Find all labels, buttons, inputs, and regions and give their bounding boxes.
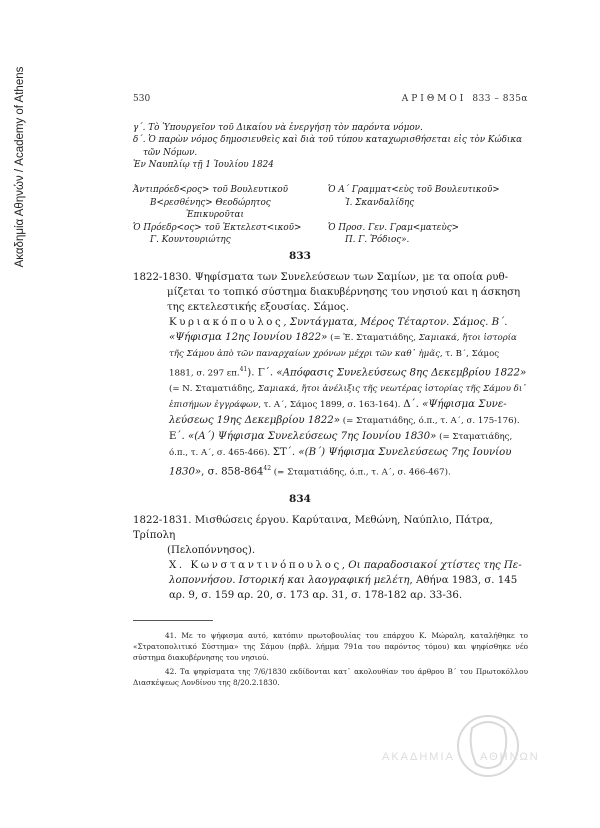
- svg-text:ΑΘΗΝΩΝ: ΑΘΗΝΩΝ: [480, 751, 540, 763]
- academy-watermark-logo: [376, 706, 546, 788]
- clause-gamma: γ΄. Τὸ Ὑπουργεῖον τοῦ Δικαίου νὰ ἐνεργήσῃ τὸν παρόντα νόμον.: [133, 123, 423, 133]
- place-date: Ἐν Ναυπλίῳ τῇ 1 Ἰουλίου 1824: [133, 159, 274, 170]
- footnote-42: 42. Τα ψηφίσματα της 7/6/1830 εκδίδονται κατ᾽ ακολουθίαν του άρθρου Β΄ του Πρωτοκόλλου Διασκέψεως Λονδίνου της 8/20.2.1830.: [133, 667, 528, 687]
- page-number: 530: [133, 94, 151, 104]
- entry-834: [133, 513, 528, 603]
- clause-delta-cont: τῶν Νόμων.: [143, 147, 198, 158]
- signatures-left: Ἀντιπρόεδ<ρος> τοῦ Βουλευτικοῦ Β<ρεσθένης> Θεοδώρητος Ἐπικυροῦται Ὁ Πρόεδρ<ος> τοῦ Ἐκτελεστ<ικοῦ> Γ. Κουντουριώτης: [133, 185, 302, 246]
- entry-sources: Κυριακόπουλος, Συντάγματα, Μέρος Τέταρτον. Σάμος. Β΄. «Ψήφισμα 12ης Ιουνίου 1822» (= Ἐ. Σταματιάδης, Σαμιακά, ἤτοι ἱστορία τῆς Σάμου ἀπὸ τῶν παναρχαίων χρόνων μέχρι τῶν καθ᾽ ἡμᾶς, τ. Β΄, Σάμος 1881, σ. 297 επ.$^{41}$). Γ΄. «Απόφασις Συνελεύσεως 8ης Δεκεμβρίου 1822» (= Ν. Σταματιάδης, Σαμιακά, ἤτοι ἀνέλιξις τῆς νεωτέρας ἱστορίας τῆς Σάμου δι᾽ ἐπισήμων ἐγγράφων, τ. Α΄, Σάμος 1899, σ. 163-164). Δ΄. «Ψήφισμα Συνε- λεύσεως 19ης Δεκεμβρίου 1822» (= Σταματιάδης, ό.π., τ. Α΄, σ. 175-176). Ε΄. «(Α΄) Ψήφισμα Συνελεύσεως 7ης Ιουνίου 1830» (= Σταματιάδης, ό.π., τ. Α΄, σ. 465-466). ΣΤ΄. «(Β΄) Ψήφισμα Συνελεύσεως 7ης Ιουνίου 1830», σ. $858-864^{42}$ (= Σταματιάδης, ό.π., τ. Α΄, σ. 466-467).: [169, 317, 527, 478]
- running-title: ΑΡΙΘΜΟΙ 833 – 835α: [401, 94, 528, 104]
- entry-number-833: 833: [289, 250, 311, 262]
- entry-heading: 1822-1831. Μισθώσεις έργου. Καρύταινα, Μεθώνη, Ναύπλιο, Πάτρα, Τρίπολη (Πελοπόννησος).: [133, 515, 493, 556]
- entry-sources: Χ. Κωνσταντινόπουλος, Οι παραδοσιακοί χτίστες της Πε- λοποννήσου. Ιστορική και λαογραφική μελέτη, Αθήνα 1983, σ. 145 αρ. 9, σ. 159 αρ. 20, σ. 173 αρ. 31, σ. 178-182 αρ. 33-36.: [169, 560, 522, 601]
- entry-heading: 1822-1830. Ψηφίσματα των Συνελεύσεων των Σαμίων, με τα οποία ρυθ- μίζεται το τοπικό σύστημα διακυβέρνησης του νησιού και η άσκηση της εκτελεστικής εξουσίας. Σάμος.: [133, 272, 521, 313]
- side-vertical-label: Ακαδημία Αθηνών / Academy of Athens: [14, 66, 26, 268]
- svg-text:ΑΚΑΔΗΜΙΑ: ΑΚΑΔΗΜΙΑ: [382, 751, 455, 763]
- signatures-right: Ὁ Α΄ Γραμματ<εὺς τοῦ Βουλευτικοῦ> Ἰ. Σκανδαλίδης Ὁ Προσ. Γεν. Γραμ<ματεὺς> Π. Γ. Ῥόδιος».: [328, 185, 500, 246]
- entry-number-834: 834: [289, 493, 311, 505]
- entry-833: [133, 270, 528, 481]
- law-closing-clauses: [133, 122, 528, 171]
- footnote-separator: [133, 620, 213, 621]
- footnote-41: 41. Με το ψήφισμα αυτό, κατόπιν πρωτοβουλίας του επάρχου Κ. Μώραλη, καταλήθηκε το «Στρατοπολιτικό Σύστημα» της Σάμου (πρβλ. λήμμα 791α του παρόντος τόμου) και ψηφίσθηκε νέο σύστημα διακυβέρνησης του νησιού.: [133, 631, 528, 662]
- clause-delta: δ΄. Ὁ παρὼν νόμος δημοσιευθεὶς καὶ διὰ τοῦ τύπου καταχωρισθήσεται εἰς τὸν Κώδικα: [133, 135, 523, 146]
